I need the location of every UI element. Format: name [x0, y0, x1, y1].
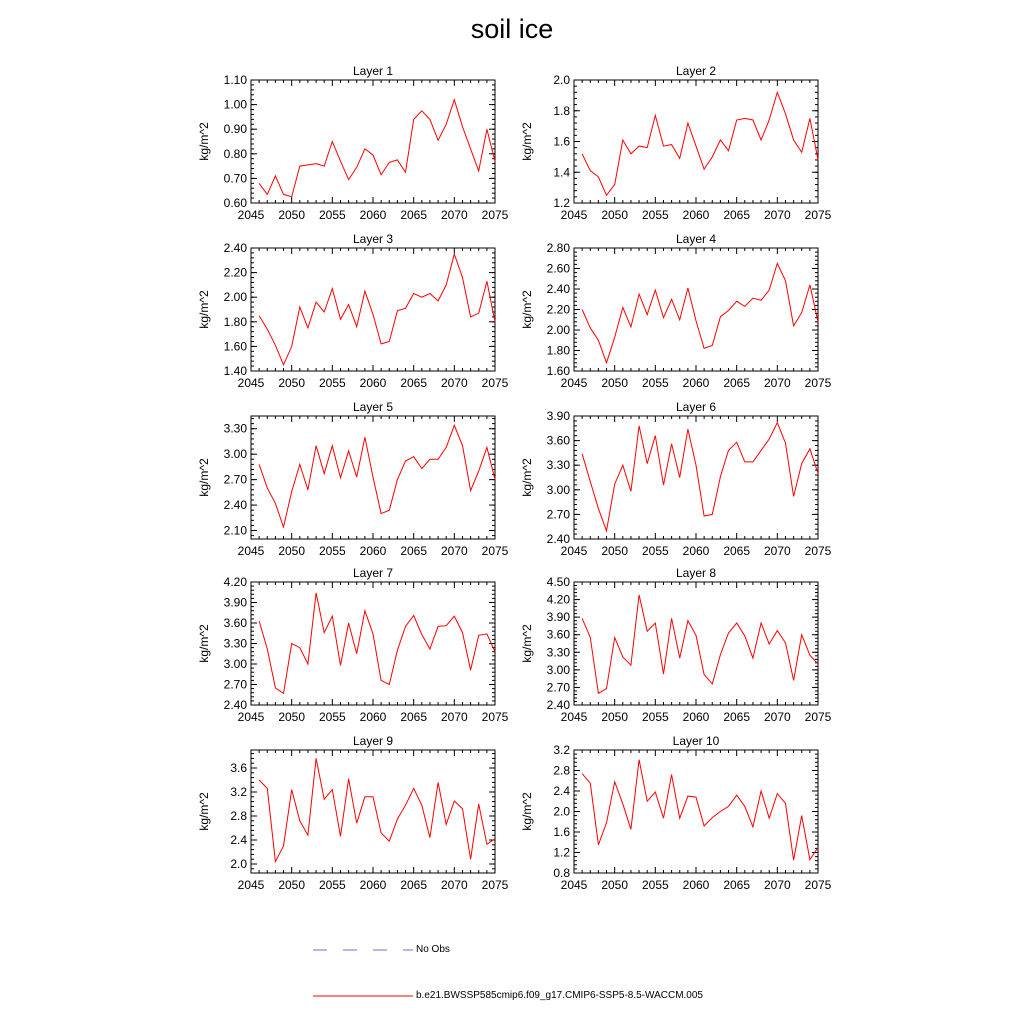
plot-frame — [251, 582, 495, 705]
x-tick-label: 2075 — [481, 208, 509, 222]
y-tick-label: 2.70 — [546, 680, 570, 695]
x-tick-label: 2055 — [318, 208, 346, 222]
y-tick-label: 3.60 — [223, 616, 247, 630]
x-tick-label: 2045 — [560, 878, 588, 892]
x-tick-label: 2070 — [440, 208, 468, 222]
y-tick-label: 1.40 — [223, 364, 247, 378]
x-tick-label: 2045 — [237, 208, 265, 222]
x-tick-label: 2050 — [601, 878, 629, 892]
y-axis-label: kg/m^2 — [520, 290, 534, 329]
y-tick-label: 2.40 — [223, 498, 247, 513]
y-axis-label: kg/m^2 — [520, 792, 534, 831]
y-tick-label: 3.90 — [546, 409, 570, 423]
page-title: soil ice — [470, 14, 554, 44]
x-tick-label: 2045 — [560, 208, 588, 222]
plot-frame — [574, 248, 818, 371]
y-tick-label: 2.0 — [553, 804, 570, 819]
x-tick-label: 2050 — [278, 710, 306, 724]
y-tick-label: 0.90 — [223, 122, 247, 137]
y-tick-label: 3.90 — [223, 595, 247, 610]
x-tick-label: 2075 — [481, 710, 509, 724]
plot-frame — [574, 750, 818, 873]
x-tick-label: 2075 — [804, 544, 832, 558]
plot-frame — [574, 80, 818, 203]
chart-panel-layer-2 — [520, 64, 832, 222]
y-tick-label: 1.60 — [546, 364, 570, 378]
y-tick-label: 2.10 — [223, 523, 247, 538]
x-tick-label: 2060 — [682, 710, 710, 724]
y-tick-label: 4.20 — [546, 592, 570, 607]
y-tick-label: 3.90 — [546, 610, 570, 625]
y-tick-label: 2.60 — [546, 261, 570, 276]
y-tick-label: 4.20 — [223, 575, 247, 589]
series-line — [259, 593, 495, 694]
x-tick-label: 2045 — [560, 376, 588, 390]
x-tick-label: 2065 — [723, 710, 751, 724]
chart-panel-layer-10 — [520, 734, 832, 892]
y-tick-label: 1.10 — [223, 73, 247, 87]
y-tick-label: 0.80 — [223, 146, 247, 161]
y-tick-label: 1.60 — [223, 339, 247, 354]
x-tick-label: 2060 — [359, 376, 387, 390]
y-tick-label: 2.20 — [546, 302, 570, 317]
y-tick-label: 2.40 — [546, 532, 570, 546]
series-line — [582, 423, 818, 531]
x-tick-label: 2055 — [641, 878, 669, 892]
legend-obs-label: No Obs — [416, 944, 450, 955]
x-tick-label: 2060 — [359, 208, 387, 222]
y-axis-label: kg/m^2 — [197, 624, 211, 663]
panel-title: Layer 7 — [352, 566, 394, 580]
y-tick-label: 2.40 — [223, 698, 247, 712]
y-axis-label: kg/m^2 — [520, 122, 534, 161]
y-tick-label: 2.00 — [546, 323, 570, 337]
x-tick-label: 2045 — [560, 544, 588, 558]
x-tick-label: 2070 — [763, 208, 791, 222]
plot-frame — [574, 416, 818, 539]
panel-title: Layer 10 — [672, 734, 720, 748]
y-tick-label: 2.40 — [546, 282, 570, 296]
y-tick-label: 2.0 — [230, 857, 247, 871]
x-tick-label: 2070 — [440, 710, 468, 724]
x-tick-label: 2065 — [400, 878, 428, 892]
panel-title: Layer 5 — [352, 400, 394, 414]
y-tick-label: 2.70 — [223, 677, 247, 692]
x-tick-label: 2070 — [440, 376, 468, 390]
panel-title: Layer 2 — [675, 64, 717, 78]
x-tick-label: 2065 — [723, 878, 751, 892]
y-tick-label: 3.6 — [230, 761, 247, 775]
x-tick-label: 2070 — [763, 878, 791, 892]
x-tick-label: 2055 — [318, 544, 346, 558]
x-tick-label: 2065 — [400, 376, 428, 390]
x-tick-label: 2045 — [237, 544, 265, 558]
x-tick-label: 2060 — [682, 544, 710, 558]
x-tick-label: 2055 — [641, 376, 669, 390]
chart-panel-layer-5 — [197, 400, 509, 558]
x-tick-label: 2050 — [601, 544, 629, 558]
y-tick-label: 1.6 — [553, 825, 570, 839]
y-tick-label: 1.00 — [223, 97, 247, 112]
x-tick-label: 2045 — [237, 878, 265, 892]
x-tick-label: 2060 — [359, 710, 387, 724]
x-tick-label: 2045 — [237, 710, 265, 724]
series-line — [259, 425, 495, 527]
x-tick-label: 2050 — [278, 544, 306, 558]
x-tick-label: 2065 — [723, 376, 751, 390]
y-tick-label: 3.00 — [223, 657, 247, 671]
y-tick-label: 3.30 — [546, 458, 570, 473]
y-tick-label: 2.8 — [553, 763, 570, 778]
y-tick-label: 2.80 — [546, 241, 570, 255]
y-axis-label: kg/m^2 — [197, 122, 211, 161]
x-tick-label: 2055 — [318, 710, 346, 724]
chart-panel-layer-1 — [197, 64, 509, 222]
series-line — [259, 254, 495, 365]
y-tick-label: 1.4 — [553, 165, 570, 180]
y-tick-label: 1.2 — [553, 196, 570, 210]
y-tick-label: 1.8 — [553, 103, 570, 118]
series-line — [582, 760, 818, 861]
y-axis-label: kg/m^2 — [197, 792, 211, 831]
y-tick-label: 3.00 — [223, 447, 247, 462]
y-tick-label: 2.20 — [223, 265, 247, 280]
panel-title: Layer 1 — [352, 64, 394, 78]
series-line — [582, 92, 818, 195]
x-tick-label: 2055 — [641, 710, 669, 724]
chart-panel-layer-6 — [520, 400, 832, 558]
y-tick-label: 2.70 — [546, 507, 570, 522]
x-tick-label: 2045 — [237, 376, 265, 390]
x-tick-label: 2050 — [601, 208, 629, 222]
x-tick-label: 2050 — [278, 376, 306, 390]
x-tick-label: 2075 — [481, 878, 509, 892]
y-tick-label: 3.30 — [223, 636, 247, 651]
x-tick-label: 2075 — [804, 208, 832, 222]
y-tick-label: 0.60 — [223, 196, 247, 210]
y-tick-label: 3.2 — [553, 743, 570, 757]
chart-panel-layer-4 — [520, 232, 832, 390]
y-tick-label: 2.70 — [223, 472, 247, 487]
x-tick-label: 2065 — [723, 208, 751, 222]
y-tick-label: 2.40 — [223, 241, 247, 255]
plot-frame — [251, 80, 495, 203]
panel-title: Layer 9 — [352, 734, 394, 748]
x-tick-label: 2060 — [682, 878, 710, 892]
y-tick-label: 2.4 — [230, 833, 247, 847]
y-tick-label: 0.70 — [223, 171, 247, 186]
x-tick-label: 2070 — [763, 710, 791, 724]
chart-panel-layer-9 — [197, 734, 509, 892]
y-tick-label: 2.4 — [553, 784, 570, 798]
series-line — [259, 100, 495, 197]
x-tick-label: 2065 — [723, 544, 751, 558]
x-tick-label: 2060 — [359, 878, 387, 892]
x-tick-label: 2075 — [804, 376, 832, 390]
x-tick-label: 2070 — [440, 878, 468, 892]
y-tick-label: 1.2 — [553, 845, 570, 860]
x-tick-label: 2075 — [481, 544, 509, 558]
x-tick-label: 2070 — [440, 544, 468, 558]
x-tick-label: 2055 — [641, 208, 669, 222]
y-tick-label: 3.2 — [230, 785, 247, 799]
y-tick-label: 3.00 — [546, 482, 570, 497]
x-tick-label: 2045 — [560, 710, 588, 724]
chart-panel-layer-3 — [197, 232, 509, 390]
y-tick-label: 4.50 — [546, 575, 570, 589]
x-tick-label: 2065 — [400, 710, 428, 724]
x-tick-label: 2055 — [318, 376, 346, 390]
x-tick-label: 2050 — [278, 208, 306, 222]
chart-panel-layer-7 — [197, 566, 509, 724]
x-tick-label: 2070 — [763, 544, 791, 558]
y-tick-label: 1.80 — [223, 314, 247, 329]
y-tick-label: 2.40 — [546, 698, 570, 712]
x-tick-label: 2060 — [682, 208, 710, 222]
x-tick-label: 2055 — [318, 878, 346, 892]
y-tick-label: 3.30 — [223, 421, 247, 436]
panel-title: Layer 6 — [675, 400, 717, 414]
x-tick-label: 2065 — [400, 544, 428, 558]
x-tick-label: 2075 — [804, 878, 832, 892]
series-line — [582, 595, 818, 693]
y-axis-label: kg/m^2 — [520, 624, 534, 663]
y-tick-label: 3.60 — [546, 627, 570, 642]
x-tick-label: 2050 — [278, 878, 306, 892]
y-tick-label: 0.8 — [553, 866, 570, 880]
y-axis-label: kg/m^2 — [197, 290, 211, 329]
x-tick-label: 2060 — [359, 544, 387, 558]
x-tick-label: 2065 — [400, 208, 428, 222]
y-axis-label: kg/m^2 — [197, 458, 211, 497]
panel-title: Layer 8 — [675, 566, 717, 580]
x-tick-label: 2050 — [601, 710, 629, 724]
chart-panel-layer-8 — [520, 566, 832, 724]
plot-frame — [574, 582, 818, 705]
panel-title: Layer 4 — [675, 232, 717, 246]
x-tick-label: 2070 — [763, 376, 791, 390]
x-tick-label: 2060 — [682, 376, 710, 390]
x-tick-label: 2075 — [481, 376, 509, 390]
x-tick-label: 2055 — [641, 544, 669, 558]
x-tick-label: 2075 — [804, 710, 832, 724]
y-tick-label: 2.00 — [223, 290, 247, 305]
y-tick-label: 3.60 — [546, 433, 570, 448]
series-line — [582, 263, 818, 362]
x-tick-label: 2050 — [601, 376, 629, 390]
y-axis-label: kg/m^2 — [520, 458, 534, 497]
series-line — [259, 758, 495, 861]
plot-frame — [251, 750, 495, 873]
y-tick-label: 2.8 — [230, 809, 247, 823]
y-tick-label: 3.00 — [546, 662, 570, 677]
y-tick-label: 2.0 — [553, 73, 570, 87]
y-tick-label: 1.80 — [546, 343, 570, 358]
y-tick-label: 1.6 — [553, 134, 570, 149]
y-tick-label: 3.30 — [546, 645, 570, 660]
panel-title: Layer 3 — [352, 232, 394, 246]
legend-model-label: b.e21.BWSSP585cmip6.f09_g17.CMIP6-SSP5-8.5-WACCM.005 — [416, 990, 703, 1001]
